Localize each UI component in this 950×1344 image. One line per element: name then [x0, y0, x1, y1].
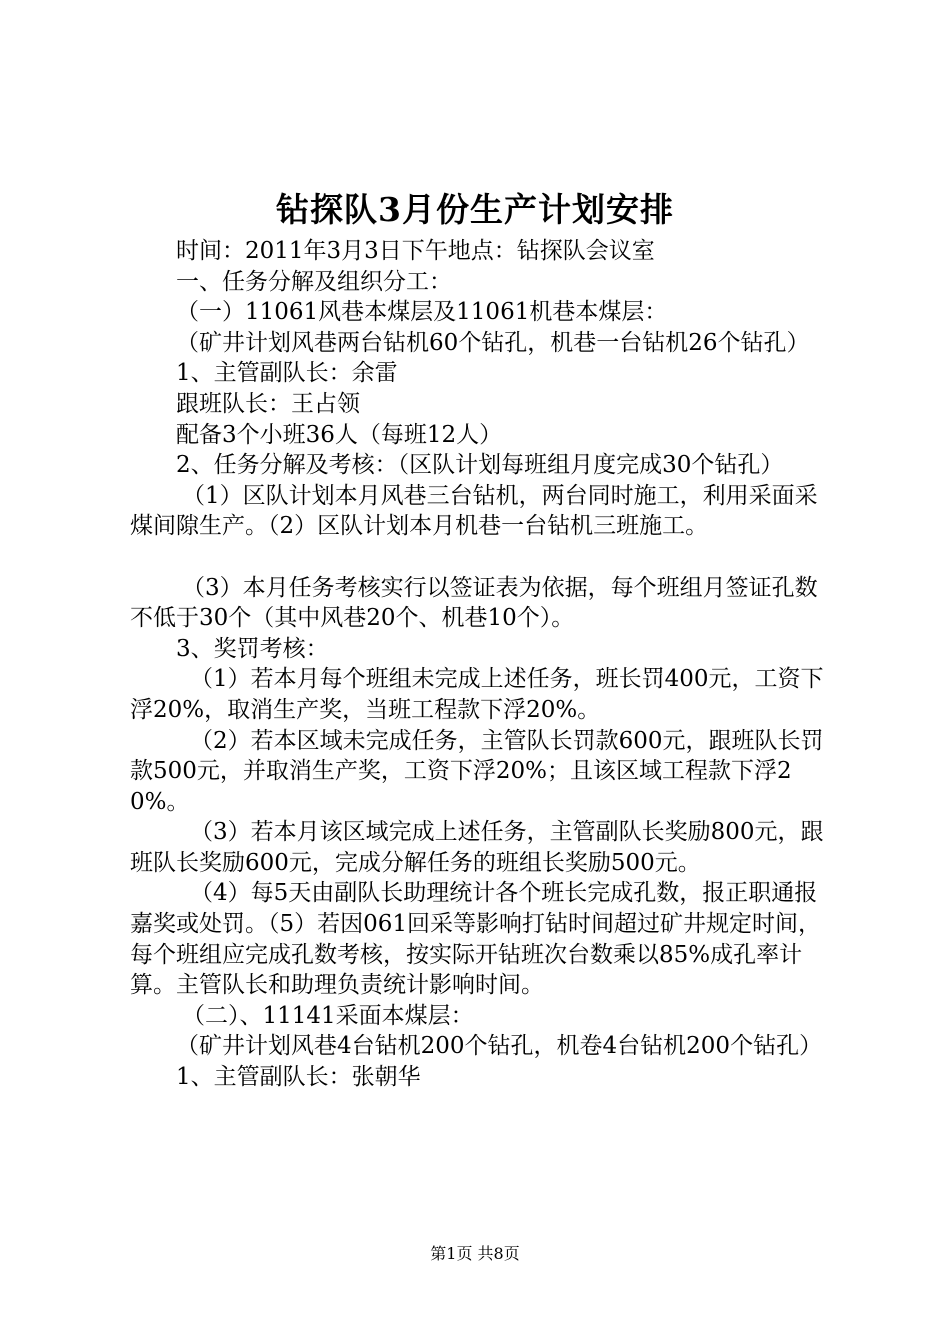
shift-leader-paragraph: 跟班队长：王占领 [176, 390, 360, 417]
document-body [130, 236, 830, 1093]
reward-item-3: （3）若本月该区域完成上述任务，主管副队长奖励800元，跟班队长奖励600元，完成分解任务的班组长奖励500元。 [130, 819, 824, 876]
plan-note-paragraph-2: （矿井计划风巷4台钻机200个钻孔，机卷4台钻机200个钻孔） [176, 1033, 823, 1060]
task-item-1-2: （1）区队计划本月风巷三台钻机，两台同时施工，利用采面采煤间隙生产。（2）区队计划本月机巷一台钻机三班施工。 [130, 482, 818, 540]
blank-line [130, 542, 830, 573]
plan-note-paragraph: （矿井计划风巷两台钻机60个钻孔，机巷一台钻机26个钻孔） [176, 329, 810, 356]
penalty-item-1: （1）若本月每个班组未完成上述任务，班长罚400元，工资下浮20%，取消生产奖，当班工程款下浮20%。 [130, 666, 824, 723]
reward-penalty-heading: 3、奖罚考核： [176, 635, 329, 662]
section-heading-1: 一、任务分解及组织分工： [176, 268, 452, 295]
supervisor-paragraph: 1、主管副队长：余雷 [176, 360, 398, 387]
meeting-info-paragraph: 时间：2011年3月3日下午地点：钻探队会议室 [176, 238, 655, 264]
page-footer: 第1页 共8页 [430, 1244, 520, 1263]
subsection-heading-2: （二）、11141采面本煤层： [182, 1002, 474, 1029]
subsection-heading-1: （一）11061风巷本煤层及11061机巷本煤层： [176, 299, 668, 326]
task-assessment-heading: 2、任务分解及考核：（区队计划每班组月度完成30个钻孔） [176, 452, 784, 479]
task-item-3: （3）本月任务考核实行以签证表为依据，每个班组月签证孔数不低于30个（其中风巷20个、机巷10个）。 [130, 574, 818, 632]
assessment-item-4-5: （4）每5天由副队长助理统计各个班长完成孔数，报正职通报嘉奖或处罚。（5）若因061回采等影响打钻时间超过矿井规定时间，每个班组应完成孔数考核，按实际开钻班次台数乘以85%成孔率计算。主管队长和助理负责统计影响时间。 [130, 880, 822, 999]
staffing-paragraph: 配备3个小班36人（每班12人） [176, 421, 503, 448]
penalty-item-2: （2）若本区域未完成任务，主管队长罚款600元，跟班队长罚款500元，并取消生产奖，工资下浮20%；且该区域工程款下浮20%。 [130, 727, 824, 815]
supervisor-paragraph-2: 1、主管副队长：张朝华 [176, 1064, 421, 1091]
document-title: 钻探队3月份生产计划安排 [276, 190, 674, 229]
